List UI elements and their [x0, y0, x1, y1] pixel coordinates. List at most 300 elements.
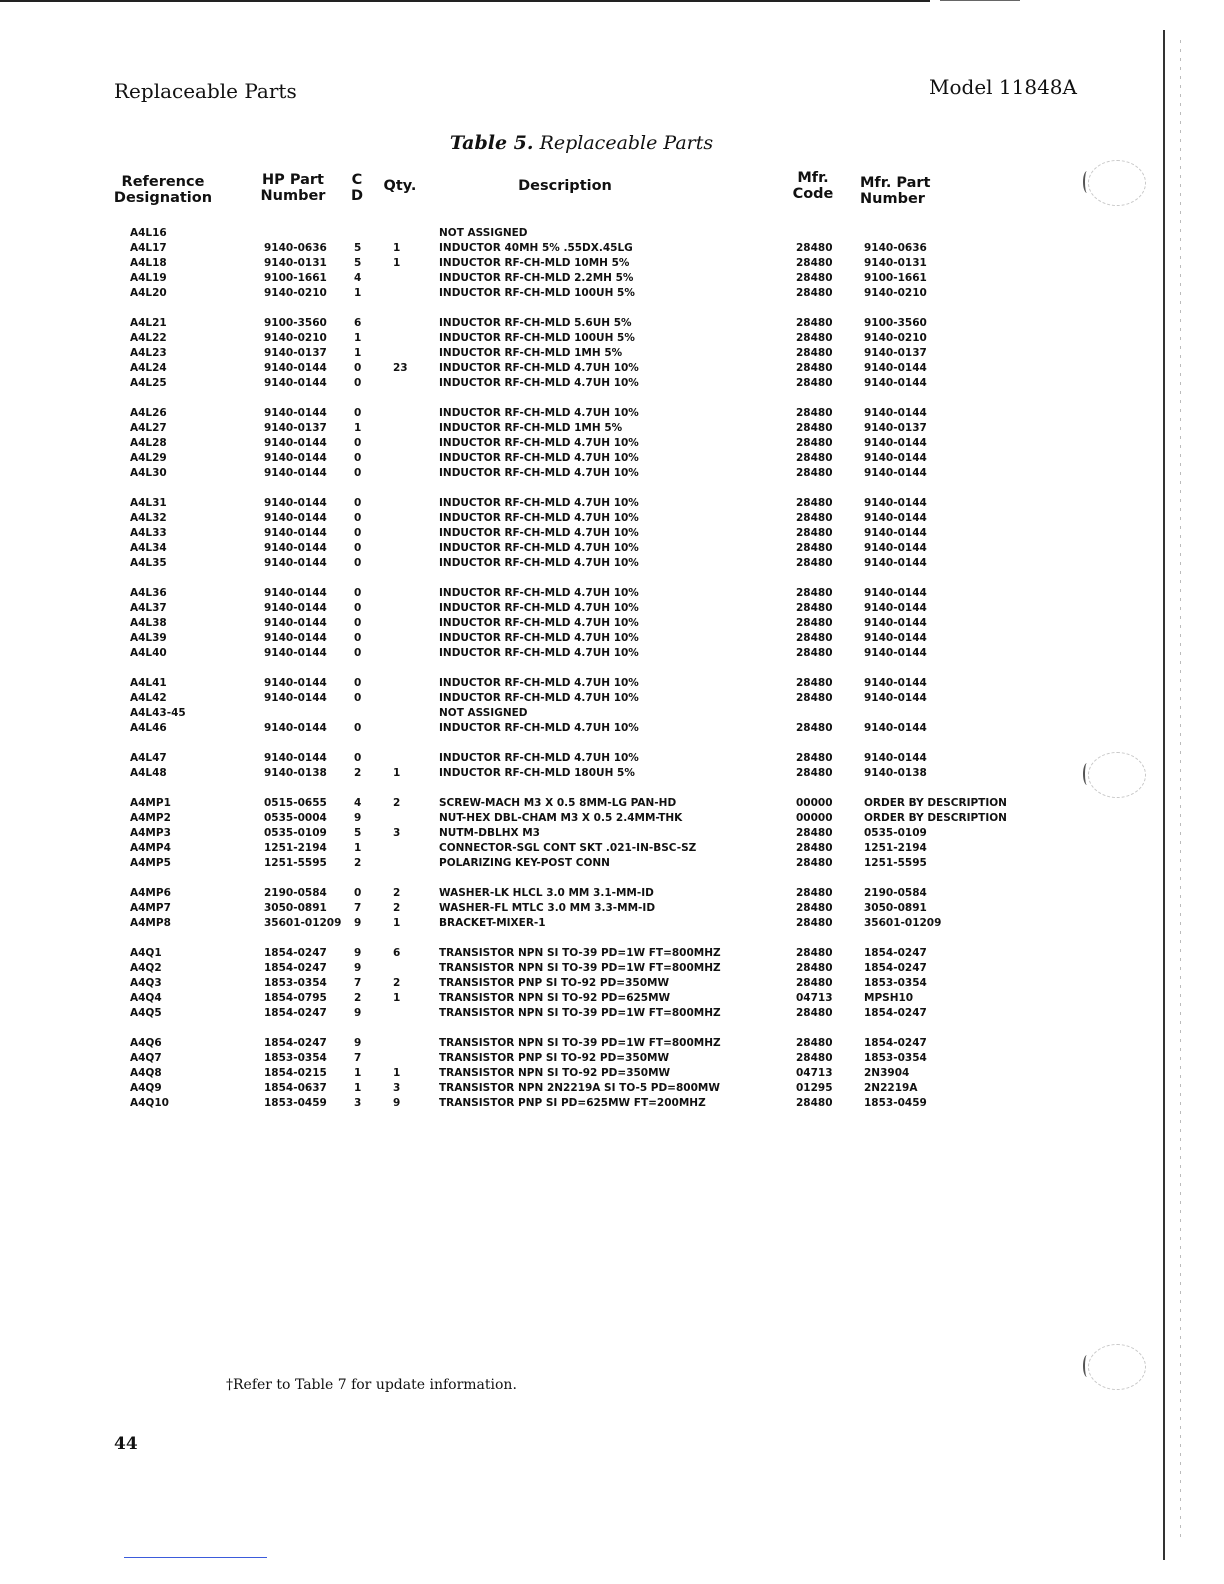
- cell-mpn: ORDER BY DESCRIPTION: [864, 797, 1007, 809]
- top-rule-fragment: [940, 0, 1020, 1]
- cell-desc: TRANSISTOR NPN SI TO-92 PD=625MW: [439, 992, 671, 1004]
- cell-ref: A4L46: [130, 722, 167, 734]
- cell-cd: 9: [354, 1007, 362, 1019]
- table-row: [0, 257, 1160, 272]
- cell-mfr: 28480: [796, 632, 833, 644]
- cell-desc: TRANSISTOR PNP SI TO-92 PD=350MW: [439, 977, 670, 989]
- table-row: [0, 557, 1160, 572]
- cell-desc: INDUCTOR RF-CH-MLD 4.7UH 10%: [439, 692, 639, 704]
- cell-mfr: 28480: [796, 617, 833, 629]
- table-row: [0, 602, 1160, 617]
- table-row: [0, 1052, 1160, 1067]
- cell-mfr: 28480: [796, 557, 833, 569]
- cell-hp: 9140-0636: [264, 242, 327, 254]
- cell-ref: A4L24: [130, 362, 167, 374]
- table-row: [0, 227, 1160, 242]
- cell-ref: A4MP1: [130, 797, 171, 809]
- cell-mfr: 28480: [796, 437, 833, 449]
- cell-mpn: 9140-0144: [864, 467, 927, 479]
- cell-hp: 9140-0137: [264, 347, 327, 359]
- cell-hp: 1853-0354: [264, 977, 327, 989]
- table-row: [0, 767, 1160, 782]
- table-row: [0, 647, 1160, 662]
- table-row: [0, 677, 1160, 692]
- cell-hp: 35601-01209: [264, 917, 342, 929]
- cell-hp: 9100-3560: [264, 317, 327, 329]
- cell-cd: 2: [354, 767, 362, 779]
- cell-hp: 9140-0131: [264, 257, 327, 269]
- cell-hp: 0535-0004: [264, 812, 327, 824]
- cell-mpn: 9140-0138: [864, 767, 927, 779]
- cell-mfr: 28480: [796, 242, 833, 254]
- cell-mfr: 28480: [796, 842, 833, 854]
- table-title-label: Table 5.: [449, 132, 534, 154]
- cell-mfr: 28480: [796, 317, 833, 329]
- cell-desc: INDUCTOR RF-CH-MLD 10MH 5%: [439, 257, 630, 269]
- table-row: [0, 1037, 1160, 1052]
- cell-ref: A4L35: [130, 557, 167, 569]
- cell-hp: 9140-0144: [264, 587, 327, 599]
- cell-qty: 3: [393, 827, 401, 839]
- cell-cd: 4: [354, 272, 362, 284]
- cell-mfr: 28480: [796, 257, 833, 269]
- table-row: [0, 242, 1160, 257]
- cell-desc: TRANSISTOR PNP SI PD=625MW FT=200MHZ: [439, 1097, 706, 1109]
- table-row: [0, 497, 1160, 512]
- cell-ref: A4Q4: [130, 992, 162, 1004]
- cell-cd: 2: [354, 857, 362, 869]
- cell-ref: A4Q10: [130, 1097, 169, 1109]
- cell-cd: 5: [354, 242, 362, 254]
- cell-mpn: 9140-0144: [864, 542, 927, 554]
- cell-mfr: 28480: [796, 857, 833, 869]
- cell-desc: INDUCTOR RF-CH-MLD 4.7UH 10%: [439, 437, 639, 449]
- cell-hp: 1854-0247: [264, 962, 327, 974]
- cell-qty: 2: [393, 797, 401, 809]
- cell-hp: 9140-0144: [264, 407, 327, 419]
- cell-mpn: 9140-0144: [864, 752, 927, 764]
- table-row: [0, 1097, 1160, 1112]
- cell-ref: A4L42: [130, 692, 167, 704]
- cell-hp: 1251-5595: [264, 857, 327, 869]
- cell-cd: 9: [354, 812, 362, 824]
- cell-hp: 9140-0144: [264, 617, 327, 629]
- table-row: [0, 842, 1160, 857]
- table-row: [0, 827, 1160, 842]
- cell-ref: A4L23: [130, 347, 167, 359]
- cell-mfr: 28480: [796, 1007, 833, 1019]
- cell-mfr: 28480: [796, 767, 833, 779]
- cell-mfr: 28480: [796, 962, 833, 974]
- section-title: Replaceable Parts: [114, 79, 297, 103]
- cell-desc: INDUCTOR RF-CH-MLD 100UH 5%: [439, 287, 635, 299]
- column-header-reference-line2: Designation: [113, 190, 213, 206]
- cell-mfr: 28480: [796, 1037, 833, 1049]
- cell-mpn: 9140-0131: [864, 257, 927, 269]
- cell-desc: TRANSISTOR PNP SI TO-92 PD=350MW: [439, 1052, 670, 1064]
- table-row: [0, 977, 1160, 992]
- cell-mpn: 9140-0137: [864, 347, 927, 359]
- cell-hp: 9140-0144: [264, 647, 327, 659]
- cell-hp: 1854-0215: [264, 1067, 327, 1079]
- cell-ref: A4L16: [130, 227, 167, 239]
- cell-desc: CONNECTOR-SGL CONT SKT .021-IN-BSC-SZ: [439, 842, 697, 854]
- cell-mpn: 35601-01209: [864, 917, 942, 929]
- cell-desc: INDUCTOR RF-CH-MLD 4.7UH 10%: [439, 467, 639, 479]
- cell-mpn: 9140-0144: [864, 722, 927, 734]
- cell-desc: INDUCTOR RF-CH-MLD 5.6UH 5%: [439, 317, 632, 329]
- cell-hp: 9100-1661: [264, 272, 327, 284]
- table-row: [0, 422, 1160, 437]
- cell-ref: A4Q2: [130, 962, 162, 974]
- cell-qty: 3: [393, 1082, 401, 1094]
- cell-hp: 1853-0354: [264, 1052, 327, 1064]
- cell-cd: 0: [354, 437, 362, 449]
- cell-hp: 9140-0144: [264, 722, 327, 734]
- cell-ref: A4Q3: [130, 977, 162, 989]
- cell-mpn: 9140-0144: [864, 497, 927, 509]
- cell-mfr: 00000: [796, 797, 833, 809]
- cell-cd: 0: [354, 752, 362, 764]
- cell-hp: 0515-0655: [264, 797, 327, 809]
- cell-mfr: 28480: [796, 512, 833, 524]
- column-header-hp-part: [248, 172, 338, 204]
- cell-mpn: 9140-0144: [864, 692, 927, 704]
- cell-desc: SCREW-MACH M3 X 0.5 8MM-LG PAN-HD: [439, 797, 677, 809]
- cell-mfr: 01295: [796, 1082, 833, 1094]
- cell-desc: BRACKET-MIXER-1: [439, 917, 546, 929]
- cell-mfr: 28480: [796, 497, 833, 509]
- cell-hp: 9140-0138: [264, 767, 327, 779]
- cell-cd: 0: [354, 362, 362, 374]
- cell-desc: INDUCTOR RF-CH-MLD 4.7UH 10%: [439, 752, 639, 764]
- cell-ref: A4L28: [130, 437, 167, 449]
- table-row: [0, 632, 1160, 647]
- cell-mpn: 9140-0210: [864, 287, 927, 299]
- cell-cd: 9: [354, 1037, 362, 1049]
- cell-mpn: 9140-0144: [864, 452, 927, 464]
- cell-ref: A4MP2: [130, 812, 171, 824]
- cell-cd: 1: [354, 422, 362, 434]
- cell-mfr: 28480: [796, 377, 833, 389]
- cell-desc: INDUCTOR RF-CH-MLD 100UH 5%: [439, 332, 635, 344]
- cell-mfr: 28480: [796, 422, 833, 434]
- cell-qty: 1: [393, 767, 401, 779]
- cell-ref: A4L47: [130, 752, 167, 764]
- cell-ref: A4L21: [130, 317, 167, 329]
- table-row: [0, 797, 1160, 812]
- cell-ref: A4L38: [130, 617, 167, 629]
- cell-ref: A4L31: [130, 497, 167, 509]
- cell-desc: INDUCTOR RF-CH-MLD 1MH 5%: [439, 347, 623, 359]
- cell-mfr: 28480: [796, 647, 833, 659]
- cell-hp: 1854-0637: [264, 1082, 327, 1094]
- cell-mpn: 1854-0247: [864, 1037, 927, 1049]
- cell-mpn: 9140-0144: [864, 527, 927, 539]
- cell-cd: 0: [354, 632, 362, 644]
- cell-ref: A4L41: [130, 677, 167, 689]
- cell-desc: INDUCTOR RF-CH-MLD 1MH 5%: [439, 422, 623, 434]
- cell-mfr: 28480: [796, 332, 833, 344]
- column-header-cd: [348, 172, 366, 204]
- cell-ref: A4L30: [130, 467, 167, 479]
- cell-desc: INDUCTOR RF-CH-MLD 180UH 5%: [439, 767, 635, 779]
- cell-ref: A4L39: [130, 632, 167, 644]
- cell-hp: 1854-0247: [264, 947, 327, 959]
- cell-hp: 1251-2194: [264, 842, 327, 854]
- column-header-mfr-part-number: Mfr. Part Number: [860, 175, 931, 207]
- cell-desc: INDUCTOR RF-CH-MLD 4.7UH 10%: [439, 497, 639, 509]
- cell-cd: 5: [354, 827, 362, 839]
- cell-cd: 1: [354, 1082, 362, 1094]
- cell-cd: 0: [354, 407, 362, 419]
- cell-mpn: 2190-0584: [864, 887, 927, 899]
- table-row: [0, 692, 1160, 707]
- cell-mpn: 9140-0210: [864, 332, 927, 344]
- cell-cd: 0: [354, 677, 362, 689]
- cell-ref: A4L19: [130, 272, 167, 284]
- cell-desc: NOT ASSIGNED: [439, 227, 528, 239]
- cell-hp: 1854-0795: [264, 992, 327, 1004]
- cell-desc: INDUCTOR RF-CH-MLD 4.7UH 10%: [439, 647, 639, 659]
- cell-desc: TRANSISTOR NPN SI TO-39 PD=1W FT=800MHZ: [439, 947, 721, 959]
- cell-hp: 9140-0144: [264, 377, 327, 389]
- cell-mpn: 0535-0109: [864, 827, 927, 839]
- top-rule: [0, 0, 930, 2]
- column-header-mfr-code-line2: Code: [792, 186, 834, 202]
- cell-ref: A4L25: [130, 377, 167, 389]
- cell-cd: 7: [354, 977, 362, 989]
- punch-hole-top: [1088, 160, 1146, 206]
- cell-hp: 9140-0210: [264, 332, 327, 344]
- table-row: [0, 857, 1160, 872]
- cell-mfr: 28480: [796, 827, 833, 839]
- cell-mfr: 28480: [796, 977, 833, 989]
- table-row: [0, 902, 1160, 917]
- column-header-mfr-code: [786, 170, 840, 202]
- cell-mpn: 9140-0144: [864, 437, 927, 449]
- table-row: [0, 407, 1160, 422]
- cell-mfr: 28480: [796, 752, 833, 764]
- cell-qty: 23: [393, 362, 408, 374]
- cell-mpn: 1251-5595: [864, 857, 927, 869]
- cell-mpn: MPSH10: [864, 992, 914, 1004]
- cell-hp: 9140-0144: [264, 602, 327, 614]
- cell-hp: 9140-0144: [264, 437, 327, 449]
- cell-hp: 9140-0144: [264, 557, 327, 569]
- cell-mpn: 9140-0144: [864, 602, 927, 614]
- cell-mfr: 28480: [796, 887, 833, 899]
- cell-qty: 1: [393, 1067, 401, 1079]
- cell-hp: 9140-0144: [264, 497, 327, 509]
- cell-desc: INDUCTOR RF-CH-MLD 2.2MH 5%: [439, 272, 634, 284]
- table-row: [0, 1007, 1160, 1022]
- table-row: [0, 377, 1160, 392]
- cell-cd: 1: [354, 842, 362, 854]
- table-row: [0, 812, 1160, 827]
- cell-ref: A4L34: [130, 542, 167, 554]
- cell-cd: 0: [354, 467, 362, 479]
- cell-cd: 2: [354, 992, 362, 1004]
- cell-desc: WASHER-FL MTLC 3.0 MM 3.3-MM-ID: [439, 902, 656, 914]
- cell-qty: 1: [393, 917, 401, 929]
- binder-edge-shadow: [1180, 40, 1181, 1540]
- binder-edge: [1163, 30, 1165, 1560]
- table-row: [0, 587, 1160, 602]
- cell-hp: 9140-0210: [264, 287, 327, 299]
- cell-mpn: 1251-2194: [864, 842, 927, 854]
- cell-hp: 9140-0144: [264, 632, 327, 644]
- cell-desc: TRANSISTOR NPN SI TO-92 PD=350MW: [439, 1067, 671, 1079]
- cell-hp: 9140-0144: [264, 542, 327, 554]
- cell-cd: 6: [354, 317, 362, 329]
- cell-qty: 1: [393, 242, 401, 254]
- cell-hp: 0535-0109: [264, 827, 327, 839]
- cell-desc: WASHER-LK HLCL 3.0 MM 3.1-MM-ID: [439, 887, 654, 899]
- column-header-cd-line1: C: [351, 172, 363, 188]
- cell-cd: 0: [354, 617, 362, 629]
- cell-hp: 9140-0144: [264, 452, 327, 464]
- cell-mpn: 9140-0144: [864, 512, 927, 524]
- cell-mfr: 28480: [796, 902, 833, 914]
- cell-ref: A4L36: [130, 587, 167, 599]
- cell-cd: 0: [354, 692, 362, 704]
- cell-qty: 2: [393, 902, 401, 914]
- page-number: 44: [114, 1434, 138, 1454]
- cell-mpn: 2N3904: [864, 1067, 910, 1079]
- cell-mfr: 28480: [796, 917, 833, 929]
- cell-hp: 9140-0144: [264, 692, 327, 704]
- cell-mfr: 28480: [796, 542, 833, 554]
- table-row: [0, 962, 1160, 977]
- table-row: [0, 947, 1160, 962]
- cell-desc: INDUCTOR RF-CH-MLD 4.7UH 10%: [439, 587, 639, 599]
- cell-mpn: 1853-0354: [864, 1052, 927, 1064]
- cell-desc: TRANSISTOR NPN SI TO-39 PD=1W FT=800MHZ: [439, 962, 721, 974]
- cell-mfr: 28480: [796, 272, 833, 284]
- cell-qty: 2: [393, 887, 401, 899]
- cell-hp: 9140-0137: [264, 422, 327, 434]
- cell-cd: 7: [354, 1052, 362, 1064]
- column-header-cd-line2: D: [350, 188, 364, 204]
- table-row: [0, 347, 1160, 362]
- table-row: [0, 617, 1160, 632]
- cell-ref: A4Q5: [130, 1007, 162, 1019]
- cell-mfr: 28480: [796, 452, 833, 464]
- cell-mpn: 3050-0891: [864, 902, 927, 914]
- cell-cd: 0: [354, 602, 362, 614]
- cell-desc: INDUCTOR RF-CH-MLD 4.7UH 10%: [439, 617, 639, 629]
- cell-mpn: 9140-0144: [864, 377, 927, 389]
- table-title: [0, 132, 1163, 154]
- cell-hp: 9140-0144: [264, 677, 327, 689]
- cell-cd: 0: [354, 587, 362, 599]
- cell-ref: A4L37: [130, 602, 167, 614]
- cell-cd: 9: [354, 947, 362, 959]
- cell-mpn: 9100-1661: [864, 272, 927, 284]
- cell-mfr: 28480: [796, 467, 833, 479]
- cell-cd: 0: [354, 647, 362, 659]
- cell-mfr: 28480: [796, 1052, 833, 1064]
- table-row: [0, 527, 1160, 542]
- table-title-text: Replaceable Parts: [539, 132, 714, 154]
- cell-mpn: 2N2219A: [864, 1082, 918, 1094]
- cell-desc: INDUCTOR RF-CH-MLD 4.7UH 10%: [439, 527, 639, 539]
- cell-ref: A4L18: [130, 257, 167, 269]
- cell-hp: 9140-0144: [264, 752, 327, 764]
- cell-mfr: 28480: [796, 347, 833, 359]
- table-row: [0, 1082, 1160, 1097]
- cell-mpn: 9140-0144: [864, 407, 927, 419]
- table-row: [0, 752, 1160, 767]
- cell-ref: A4L33: [130, 527, 167, 539]
- cell-mpn: 9100-3560: [864, 317, 927, 329]
- table-row: [0, 512, 1160, 527]
- cell-ref: A4MP4: [130, 842, 171, 854]
- cell-mfr: 28480: [796, 602, 833, 614]
- cell-desc: NUT-HEX DBL-CHAM M3 X 0.5 2.4MM-THK: [439, 812, 683, 824]
- cell-mfr: 28480: [796, 722, 833, 734]
- cell-ref: A4L26: [130, 407, 167, 419]
- cell-desc: INDUCTOR RF-CH-MLD 4.7UH 10%: [439, 722, 639, 734]
- cell-ref: A4MP3: [130, 827, 171, 839]
- cell-hp: 1853-0459: [264, 1097, 327, 1109]
- cell-mpn: 9140-0144: [864, 617, 927, 629]
- cell-desc: INDUCTOR 40MH 5% .55DX.45LG: [439, 242, 633, 254]
- cell-cd: 0: [354, 542, 362, 554]
- cell-mpn: 1853-0354: [864, 977, 927, 989]
- cell-mfr: 28480: [796, 527, 833, 539]
- cell-cd: 9: [354, 917, 362, 929]
- table-row: [0, 707, 1160, 722]
- cell-mpn: 1854-0247: [864, 947, 927, 959]
- cell-ref: A4L29: [130, 452, 167, 464]
- cell-cd: 7: [354, 902, 362, 914]
- cell-cd: 5: [354, 257, 362, 269]
- cell-desc: INDUCTOR RF-CH-MLD 4.7UH 10%: [439, 377, 639, 389]
- cell-ref: A4L20: [130, 287, 167, 299]
- cell-desc: INDUCTOR RF-CH-MLD 4.7UH 10%: [439, 407, 639, 419]
- cell-mfr: 28480: [796, 1097, 833, 1109]
- cell-cd: 4: [354, 797, 362, 809]
- table-row: [0, 287, 1160, 302]
- cell-mpn: 9140-0144: [864, 647, 927, 659]
- column-header-reference: [108, 174, 218, 206]
- cell-desc: INDUCTOR RF-CH-MLD 4.7UH 10%: [439, 452, 639, 464]
- cell-cd: 1: [354, 347, 362, 359]
- table-row: [0, 467, 1160, 482]
- table-row: [0, 452, 1160, 467]
- cell-mpn: 1854-0247: [864, 1007, 927, 1019]
- cell-ref: A4Q9: [130, 1082, 162, 1094]
- cell-cd: 0: [354, 497, 362, 509]
- cell-desc: INDUCTOR RF-CH-MLD 4.7UH 10%: [439, 542, 639, 554]
- cell-cd: 1: [354, 332, 362, 344]
- table-row: [0, 917, 1160, 932]
- cell-qty: 1: [393, 257, 401, 269]
- column-header-reference-line1: Reference: [121, 174, 205, 190]
- cell-ref: A4MP8: [130, 917, 171, 929]
- cell-mpn: 9140-0144: [864, 557, 927, 569]
- footnote: †Refer to Table 7 for update information.: [226, 1377, 517, 1393]
- cell-mfr: 28480: [796, 407, 833, 419]
- cell-desc: INDUCTOR RF-CH-MLD 4.7UH 10%: [439, 557, 639, 569]
- bottom-link-underline: [124, 1557, 267, 1558]
- cell-cd: 0: [354, 887, 362, 899]
- cell-mfr: 28480: [796, 677, 833, 689]
- cell-qty: 9: [393, 1097, 401, 1109]
- table-row: [0, 722, 1160, 737]
